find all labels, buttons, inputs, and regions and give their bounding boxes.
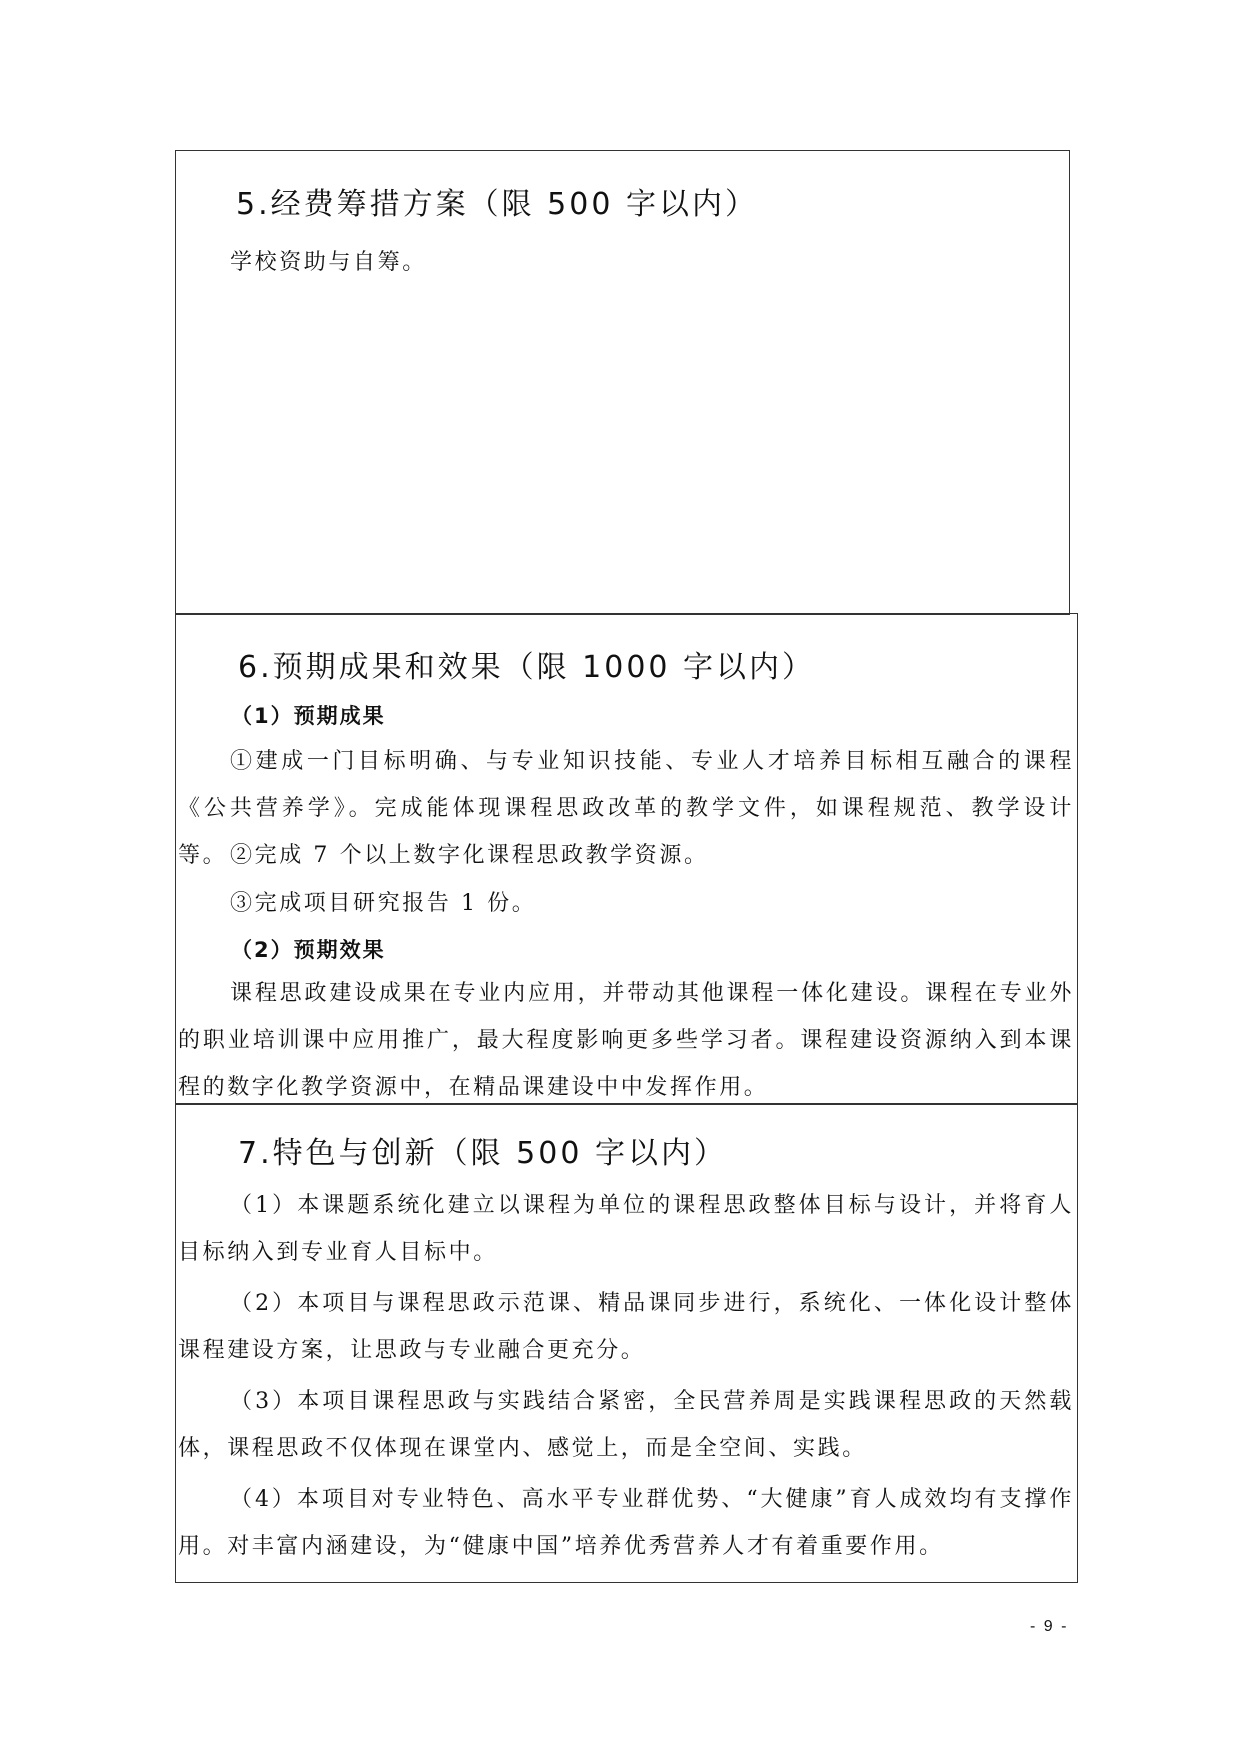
- section-7-heading: 7.特色与创新（限 500 字以内）: [238, 1136, 727, 1171]
- page-number: - 9 -: [1030, 1618, 1069, 1635]
- section-5-heading: 5.经费筹措方案（限 500 字以内）: [236, 187, 758, 222]
- innovation-point: （2）本项目与课程思政示范课、精品课同步进行，系统化、一体化设计整体课程建设方案，让思政与专业融合更充分。: [178, 1291, 1074, 1363]
- section-6-box: [175, 613, 1078, 1105]
- outcome-item: ①建成一门目标明确、与专业知识技能、专业人才培养目标相互融合的课程《公共营养学》。完成能体现课程思政改革的教学文件，如课程规范、教学设计等。: [178, 749, 1074, 868]
- outcome-item: ③完成项目研究报告 1 份。: [230, 891, 537, 916]
- outcome-item: ②完成 7 个以上数字化课程思政教学资源。: [230, 843, 709, 868]
- innovation-point: （3）本项目课程思政与实践结合紧密，全民营养周是实践课程思政的天然载体，课程思政不仅体现在课堂内、感觉上，而是全空间、实践。: [178, 1389, 1074, 1461]
- innovation-point: （1）本课题系统化建立以课程为单位的课程思政整体目标与设计，并将育人目标纳入到专业育人目标中。: [178, 1193, 1074, 1265]
- section-6-effect-text: 课程思政建设成果在专业内应用，并带动其他课程一体化建设。课程在专业外的职业培训课中应用推广，最大程度影响更多些学习者。课程建设资源纳入到本课程的数字化教学资源中，在精品课建设中中发挥作用。: [178, 981, 1074, 1100]
- innovation-point: （4）本项目对专业特色、高水平专业群优势、“大健康”育人成效均有支撑作用。对丰富内涵建设，为“健康中国”培养优秀营养人才有着重要作用。: [178, 1487, 1074, 1559]
- section-7-box: [175, 1103, 1078, 1583]
- section-6-subheading-effects: （2）预期效果: [231, 938, 386, 962]
- section-6-subheading-outcomes: （1）预期成果: [231, 704, 386, 728]
- section-6-heading: 6.预期成果和效果（限 1000 字以内）: [238, 650, 816, 685]
- section-5-box: [175, 150, 1070, 615]
- section-5-body: 学校资助与自筹。: [230, 250, 427, 275]
